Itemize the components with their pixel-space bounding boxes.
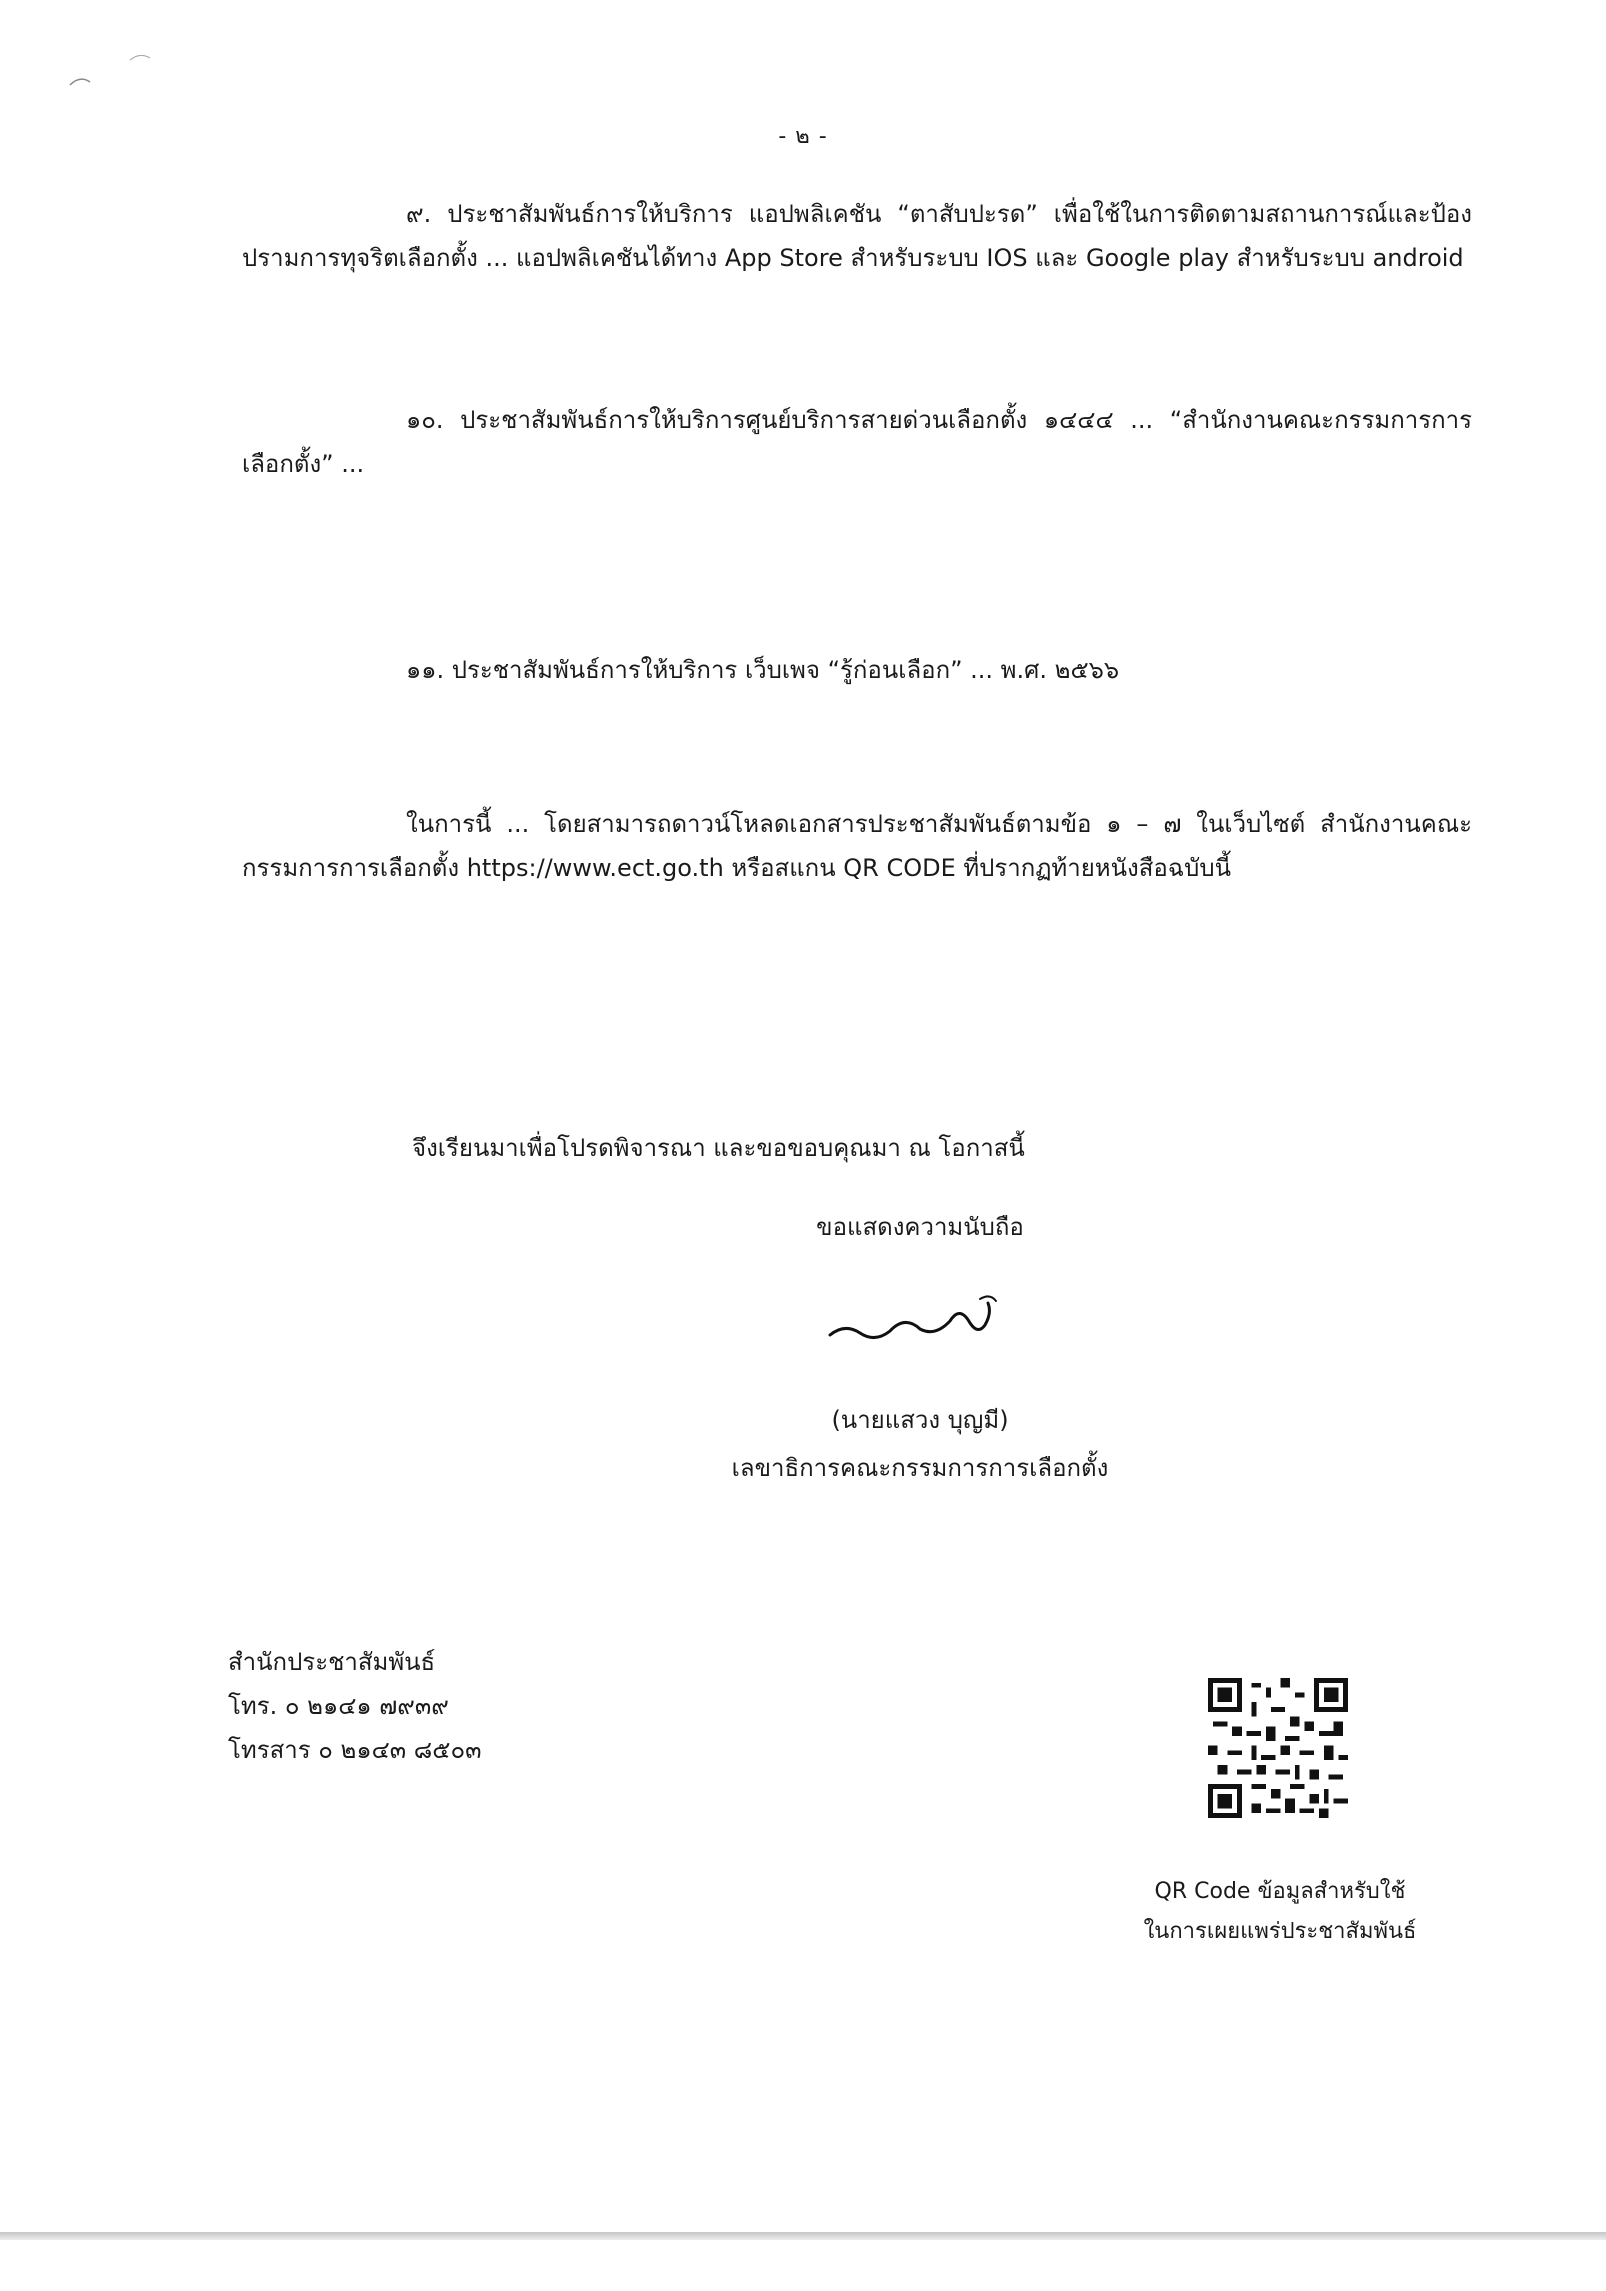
contact-block [228,1640,482,1772]
qr-caption-line: QR Code ข้อมูลสำหรับใช้ [1154,1879,1406,1904]
paragraph-item-10 [242,398,1472,486]
paragraph-text: ๑๐. ประชาสัมพันธ์การให้บริการศูนย์บริการสายด่วนเลือกตั้ง ๑๔๔๔ ... “สำนักงานคณะกรรมการการเลือกตั้ง” ... [242,406,1472,478]
contact-office: สำนักประชาสัมพันธ์ [228,1648,436,1676]
handwritten-signature [650,1285,1190,1355]
scan-bottom-edge [0,2232,1606,2240]
qr-caption-line: ในการเผยแพร่ประชาสัมพันธ์ [1143,1919,1417,1944]
paragraph-text: ๑๑. ประชาสัมพันธ์การให้บริการ เว็บเพจ “รู้ก่อนเลือก” ... พ.ศ. ๒๕๖๖ [406,656,1120,684]
scan-mark [60,40,180,100]
page-number: - ๒ - [778,124,828,149]
paragraph-text: ในการนี้ ... โดยสามารถดาวน์โหลดเอกสารประชาสัมพันธ์ตามข้อ ๑ – ๗ ในเว็บไซต์ สำนักงานคณะกรรมการการเลือกตั้ง https://www.ect.go.th หรือสแกน QR CODE ที่ปรากฏท้ายหนังสือฉบับนี้ [242,810,1472,882]
qr-caption [1100,1872,1460,1952]
respect-line: ขอแสดงความนับถือ [816,1213,1024,1241]
paragraph-summary [242,802,1472,890]
signer-title: เลขาธิการคณะกรรมการการเลือกตั้ง [731,1454,1109,1482]
paragraph-item-9 [242,192,1472,280]
closing-line: จึงเรียนมาเพื่อโปรดพิจารณา และขอขอบคุณมา ณ โอกาสนี้ [412,1134,1025,1162]
contact-fax: โทรสาร ๐ ๒๑๔๓ ๘๕๐๓ [228,1736,482,1764]
qr-code [1208,1678,1348,1818]
paragraph-item-11 [242,648,1472,692]
paragraph-text: ๙. ประชาสัมพันธ์การให้บริการ แอปพลิเคชัน “ตาสับปะรด” เพื่อใช้ในการติดตามสถานการณ์และป้องปรามการทุจริตเลือกตั้ง ... แอปพลิเคชันได้ทาง App Store สำหรับระบบ IOS และ Google play สำหรับระบบ android [242,200,1472,272]
signer-name: (นายแสวง บุญมี) [831,1406,1009,1434]
contact-phone: โทร. ๐ ๒๑๔๑ ๗๙๓๙ [228,1692,449,1720]
